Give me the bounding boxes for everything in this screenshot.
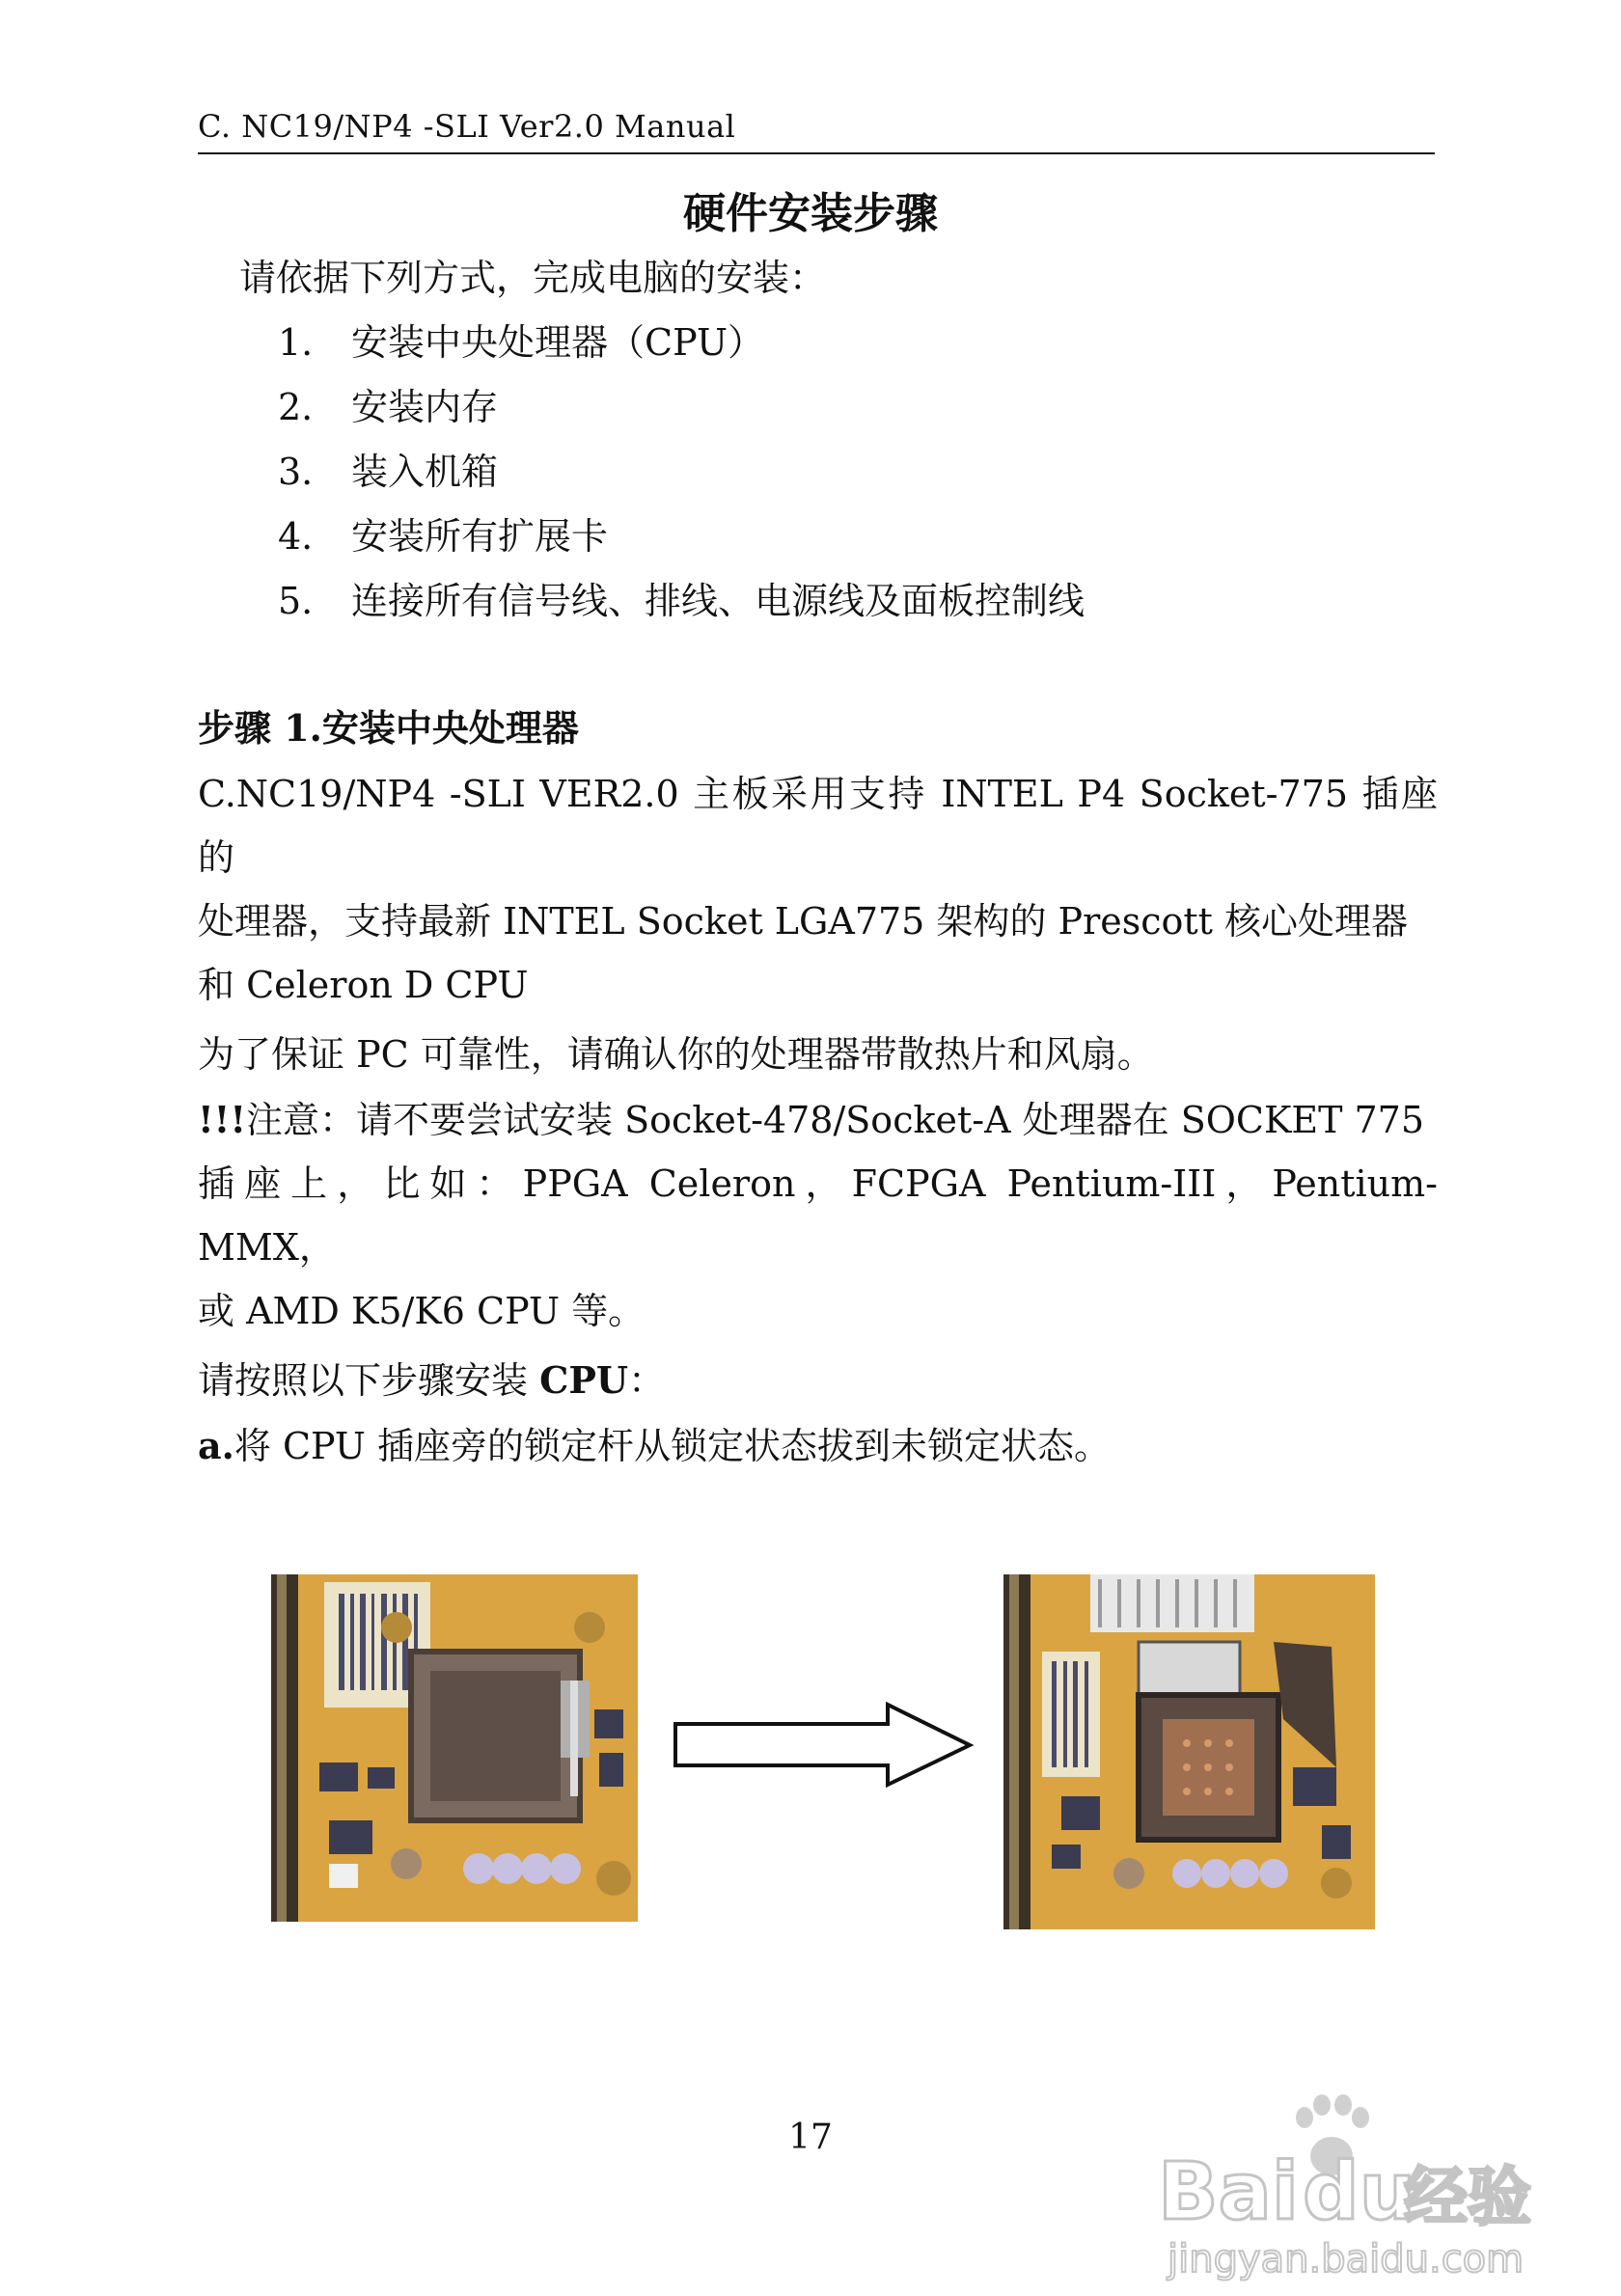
list-item bbox=[278, 569, 1085, 633]
section-heading: 步骤 1.安装中央处理器 bbox=[198, 706, 579, 750]
page-title: 硬件安装步骤 bbox=[683, 189, 938, 238]
list-item-text: 安装中央处理器（CPU） bbox=[351, 321, 765, 364]
text-line: 处理器，支持最新 INTEL Socket LGA775 架构的 Prescott 核心处理器 bbox=[198, 900, 1409, 943]
list-item-text: 装入机箱 bbox=[351, 451, 499, 493]
substep-label: a. bbox=[198, 1424, 234, 1467]
list-item-number: 1. bbox=[278, 321, 314, 364]
list-item-number: 2. bbox=[278, 386, 314, 428]
socket-unlocked-photo bbox=[1003, 1574, 1375, 1929]
list-item bbox=[278, 311, 764, 374]
page-number: 17 bbox=[788, 2118, 833, 2157]
intro-text: 请依据下列方式，完成电脑的安装： bbox=[239, 257, 827, 299]
list-item-text: 安装所有扩展卡 bbox=[351, 515, 609, 558]
paragraph-cpu-support bbox=[198, 762, 1438, 1017]
steps-intro-colon: ： bbox=[628, 1359, 666, 1402]
running-header: C. NC19/NP4 -SLI Ver2.0 Manual bbox=[198, 108, 736, 145]
paragraph-warning bbox=[198, 1088, 1438, 1343]
text-line: 或 AMD K5/K6 CPU 等。 bbox=[198, 1290, 646, 1332]
list-item bbox=[278, 440, 498, 504]
text-line: 插座上，比如：PPGA Celeron，FCPGA Pentium-III，Pentium-MMX， bbox=[198, 1162, 1438, 1269]
text-line: 和 Celeron D CPU bbox=[198, 964, 529, 1006]
right-arrow-icon bbox=[671, 1700, 979, 1791]
steps-intro-cpu: CPU bbox=[539, 1358, 629, 1402]
warning-text: 注意：请不要尝试安装 Socket-478/Socket-A 处理器在 SOCKET 775 bbox=[246, 1099, 1425, 1141]
list-item-number: 3. bbox=[278, 451, 314, 493]
paragraph-reliability: 为了保证 PC 可靠性，请确认你的处理器带散热片和风扇。 bbox=[198, 1033, 1154, 1076]
steps-intro-text: 请按照以下步骤安装 bbox=[198, 1359, 540, 1402]
list-item-text: 连接所有信号线、排线、电源线及面板控制线 bbox=[351, 580, 1085, 622]
paragraph-steps-intro bbox=[198, 1349, 1438, 1412]
warning-marks: !!! bbox=[198, 1098, 247, 1141]
substep-a bbox=[198, 1414, 1438, 1478]
socket-locked-photo bbox=[271, 1574, 638, 1922]
list-item-number: 4. bbox=[278, 515, 314, 558]
header-rule bbox=[198, 152, 1435, 154]
watermark-url: jingyan.baidu.com bbox=[1168, 2237, 1525, 2282]
watermark-brand: Bai bbox=[1158, 2146, 1299, 2238]
watermark-product: 经验 bbox=[1404, 2160, 1531, 2234]
substep-text: 将 CPU 插座旁的锁定杆从锁定状态拔到未锁定状态。 bbox=[234, 1425, 1112, 1467]
list-item bbox=[278, 505, 608, 568]
list-item-text: 安装内存 bbox=[351, 386, 499, 428]
list-item bbox=[278, 375, 498, 439]
list-item-number: 5. bbox=[278, 580, 314, 622]
text-line bbox=[198, 1088, 1438, 1152]
text-line: C.NC19/NP4 -SLI VER2.0 主板采用支持 INTEL P4 Socket-775 插座的 bbox=[198, 773, 1438, 879]
watermark-brand2: du bbox=[1303, 2146, 1416, 2238]
baidu-jingyan-watermark bbox=[1158, 2064, 1544, 2286]
